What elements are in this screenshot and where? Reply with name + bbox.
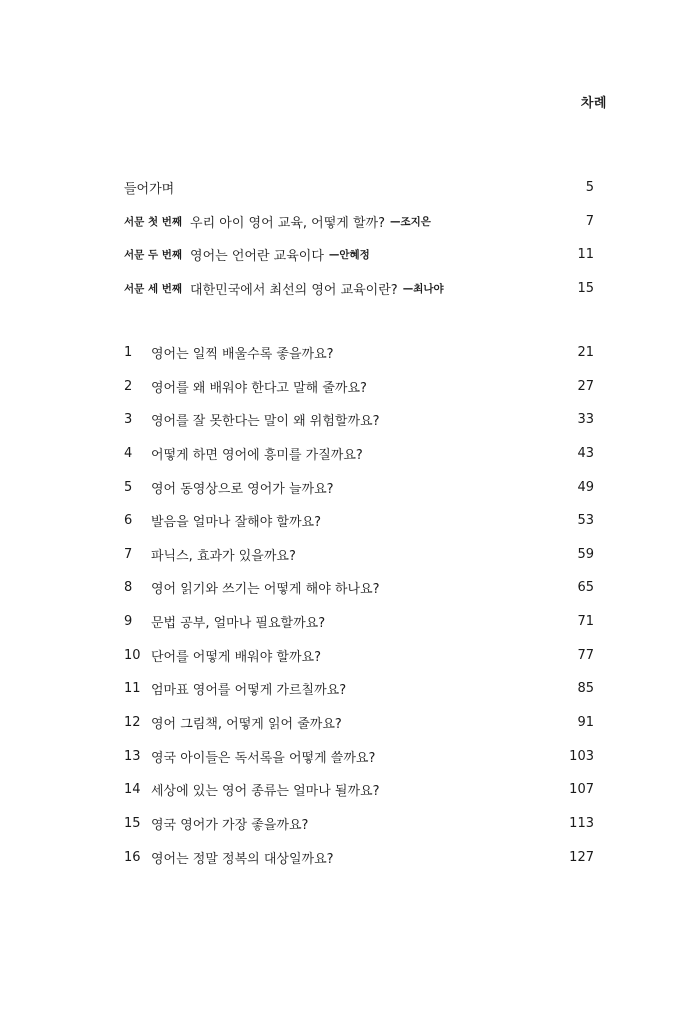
entry-title: 엄마표 영어를 어떻게 가르칠까요? bbox=[151, 682, 347, 698]
toc-entry-chapter[interactable] bbox=[124, 443, 594, 463]
page-title: 차례 bbox=[580, 96, 607, 111]
entry-page: 113 bbox=[569, 815, 594, 831]
toc-entry-chapter[interactable] bbox=[124, 712, 594, 732]
toc-entry-chapter[interactable] bbox=[124, 813, 594, 833]
toc-entry-chapter[interactable] bbox=[124, 847, 594, 867]
entry-title: 단어를 어떻게 배워야 할까요? bbox=[151, 649, 321, 665]
chapter-number: 5 bbox=[124, 479, 133, 495]
toc-entry-chapter[interactable] bbox=[124, 678, 594, 698]
chapter-number: 9 bbox=[124, 613, 133, 629]
entry-prefix: 서문 세 번째 bbox=[124, 282, 183, 295]
entry-title: 영어는 일찍 배울수록 좋을까요? bbox=[151, 346, 334, 362]
chapter-number: 15 bbox=[124, 815, 141, 831]
entry-title: 들어가며 bbox=[124, 181, 175, 197]
entry-prefix: 서문 첫 번째 bbox=[124, 215, 183, 228]
entry-page: 7 bbox=[585, 213, 594, 229]
chapter-number: 8 bbox=[124, 579, 133, 595]
toc-entry-chapter[interactable] bbox=[124, 409, 594, 429]
toc-entry-chapter[interactable] bbox=[124, 376, 594, 396]
toc-entry-preface[interactable] bbox=[124, 244, 594, 264]
toc-entry-chapter[interactable] bbox=[124, 577, 594, 597]
toc-entry-preface[interactable] bbox=[124, 278, 594, 298]
chapter-number: 1 bbox=[124, 344, 133, 360]
entry-title: 영어 읽기와 쓰기는 어떻게 해야 하나요? bbox=[151, 581, 380, 597]
entry-page: 33 bbox=[577, 411, 594, 427]
entry-title: 문법 공부, 얼마나 필요할까요? bbox=[151, 615, 326, 631]
chapter-number: 6 bbox=[124, 512, 133, 528]
entry-page: 43 bbox=[577, 445, 594, 461]
entry-title: 영어 그림책, 어떻게 읽어 줄까요? bbox=[151, 716, 342, 732]
entry-author: —최나야 bbox=[402, 282, 444, 295]
chapter-number: 7 bbox=[124, 546, 133, 562]
entry-title: 영국 영어가 가장 좋을까요? bbox=[151, 817, 309, 833]
entry-title: 영어는 언어란 교육이다 bbox=[190, 248, 324, 264]
entry-page: 5 bbox=[585, 179, 594, 195]
entry-page: 127 bbox=[569, 849, 594, 865]
entry-title: 영어를 잘 못한다는 말이 왜 위험할까요? bbox=[151, 413, 380, 429]
chapter-number: 11 bbox=[124, 680, 141, 696]
entry-title: 우리 아이 영어 교육, 어떻게 할까? bbox=[190, 215, 385, 231]
entry-title: 영어 동영상으로 영어가 늘까요? bbox=[151, 481, 334, 497]
entry-prefix: 서문 두 번째 bbox=[124, 248, 183, 261]
entry-page: 77 bbox=[577, 647, 594, 663]
entry-author: —조지은 bbox=[389, 215, 431, 228]
chapter-number: 2 bbox=[124, 378, 133, 394]
chapter-number: 14 bbox=[124, 781, 141, 797]
entry-page: 85 bbox=[577, 680, 594, 696]
entry-page: 53 bbox=[577, 512, 594, 528]
entry-title: 어떻게 하면 영어에 흥미를 가질까요? bbox=[151, 447, 363, 463]
entry-page: 107 bbox=[569, 781, 594, 797]
entry-page: 27 bbox=[577, 378, 594, 394]
chapter-number: 10 bbox=[124, 647, 141, 663]
entry-title: 영국 아이들은 독서록을 어떻게 쓸까요? bbox=[151, 750, 376, 766]
entry-author: —안혜정 bbox=[328, 248, 370, 261]
toc-entry-chapter[interactable] bbox=[124, 746, 594, 766]
entry-page: 103 bbox=[569, 748, 594, 764]
chapter-number: 4 bbox=[124, 445, 133, 461]
toc-entry-chapter[interactable] bbox=[124, 779, 594, 799]
chapter-number: 12 bbox=[124, 714, 141, 730]
toc-entry-chapter[interactable] bbox=[124, 342, 594, 362]
toc-entry-preface[interactable] bbox=[124, 211, 594, 231]
entry-title: 대한민국에서 최선의 영어 교육이란? bbox=[190, 282, 398, 298]
entry-page: 59 bbox=[577, 546, 594, 562]
entry-page: 15 bbox=[577, 280, 594, 296]
toc-entry-chapter[interactable] bbox=[124, 645, 594, 665]
entry-title: 세상에 있는 영어 종류는 얼마나 될까요? bbox=[151, 783, 380, 799]
entry-page: 91 bbox=[577, 714, 594, 730]
chapter-number: 16 bbox=[124, 849, 141, 865]
entry-title: 영어는 정말 정복의 대상일까요? bbox=[151, 851, 334, 867]
entry-title: 파닉스, 효과가 있을까요? bbox=[151, 548, 296, 564]
entry-title: 발음을 얼마나 잘해야 할까요? bbox=[151, 514, 321, 530]
entry-page: 21 bbox=[577, 344, 594, 360]
toc-entry-chapter[interactable] bbox=[124, 611, 594, 631]
entry-page: 11 bbox=[577, 246, 594, 262]
chapter-number: 3 bbox=[124, 411, 133, 427]
entry-page: 71 bbox=[577, 613, 594, 629]
entry-page: 49 bbox=[577, 479, 594, 495]
toc-entry-intro[interactable] bbox=[124, 177, 594, 197]
toc-entry-chapter[interactable] bbox=[124, 477, 594, 497]
toc-entry-chapter[interactable] bbox=[124, 510, 594, 530]
entry-page: 65 bbox=[577, 579, 594, 595]
entry-title: 영어를 왜 배워야 한다고 말해 줄까요? bbox=[151, 380, 367, 396]
chapter-number: 13 bbox=[124, 748, 141, 764]
toc-entry-chapter[interactable] bbox=[124, 544, 594, 564]
